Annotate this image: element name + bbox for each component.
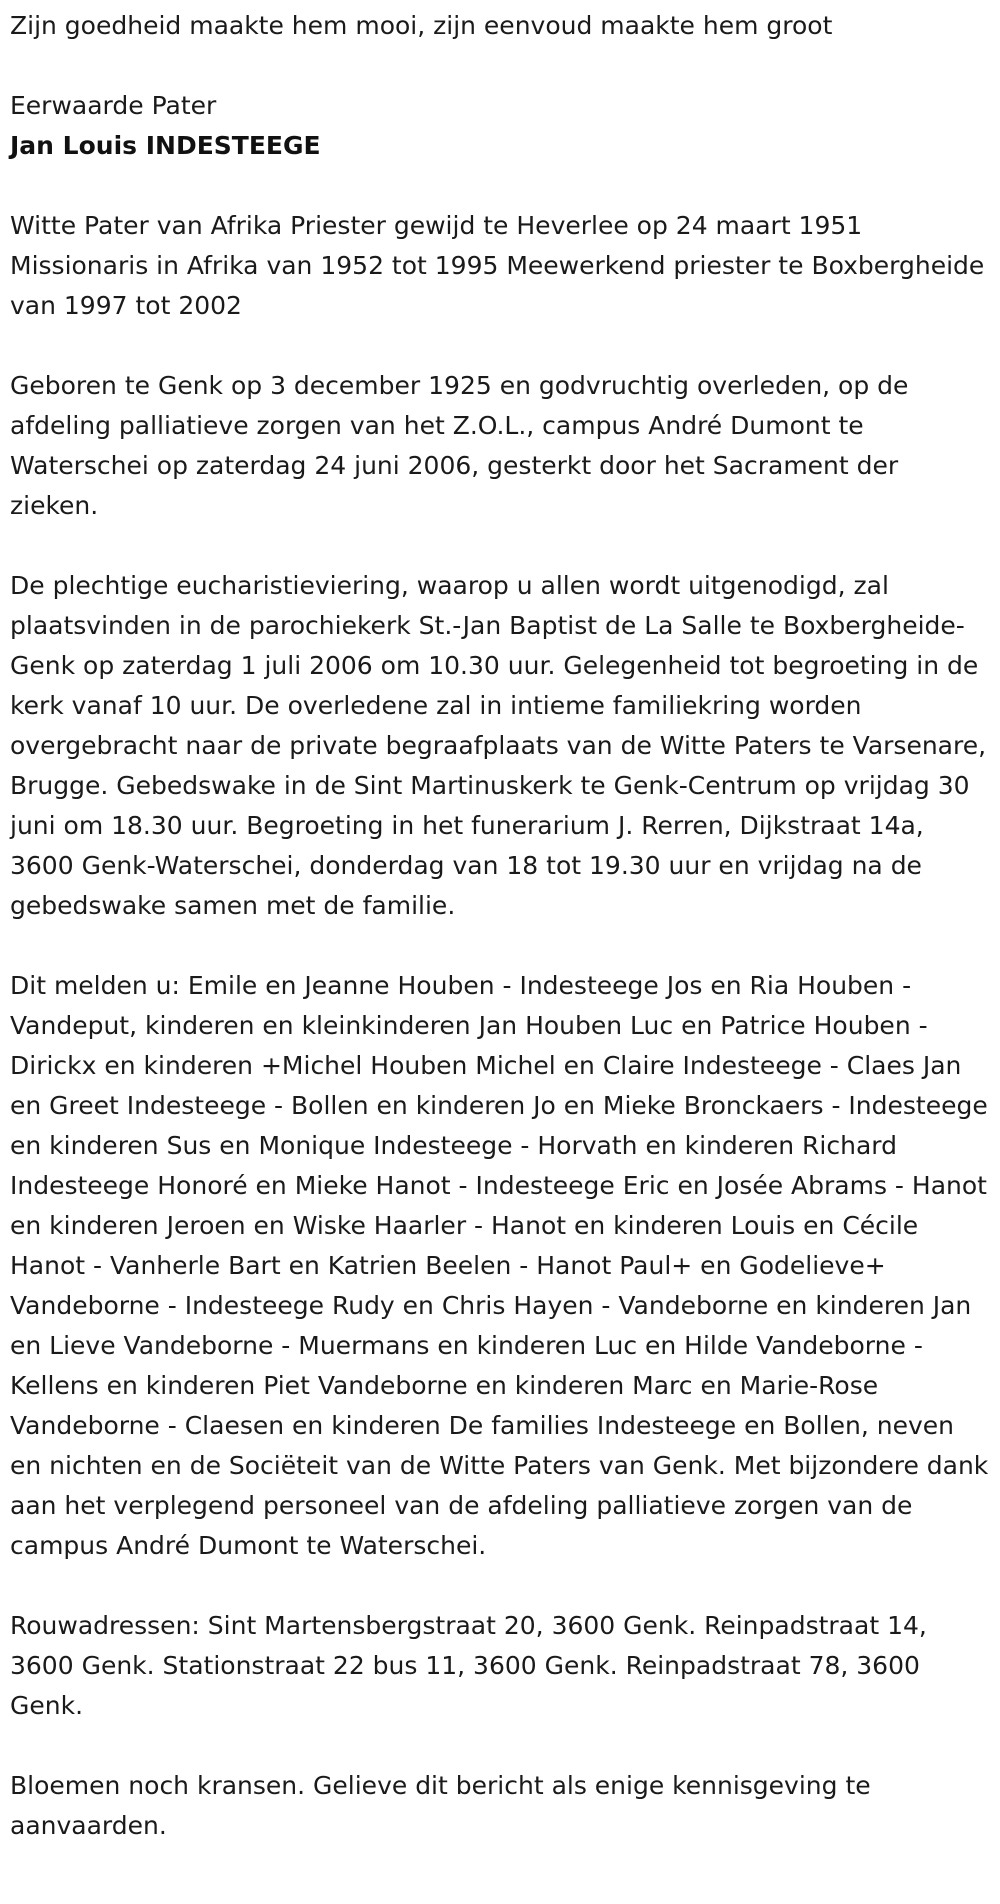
- ceremony-paragraph: De plechtige eucharistieviering, waarop u allen wordt uitgenodigd, zal plaatsvinden in de parochiekerk St.-Jan Baptist de La Salle te Boxbergheide-Genk op zaterdag 1 juli 2006 om 10.30 uur. Gelegenheid tot begroeting in de kerk vanaf 10 uur. De overledene zal in intieme familiekring worden overgebracht naar de private begraafplaats van de Witte Paters te Varsenare, Brugge. Gebedswake in de Sint Martinuskerk te Genk-Centrum op vrijdag 30 juni om 18.30 uur. Begroeting in het funerarium J. Rerren, Dijkstraat 14a, 3600 Genk-Waterschei, donderdag van 18 tot 19.30 uur en vrijdag na de gebedswake samen met de familie.: [10, 571, 987, 920]
- motto: Zijn goedheid maakte hem mooi, zijn eenvoud maakte hem groot: [10, 11, 833, 40]
- birth-death-paragraph: Geboren te Genk op 3 december 1925 en godvruchtig overleden, op de afdeling palliatieve zorgen van het Z.O.L., campus André Dumont te Waterschei op zaterdag 24 juni 2006, gesterkt door het Sacrament der zieken.: [10, 371, 909, 520]
- deceased-heading: [10, 86, 990, 166]
- closing-paragraph: Bloemen noch kransen. Gelieve dit bericht als enige kennisgeving te aanvaarden.: [10, 1771, 871, 1840]
- announcement-paragraph: Dit melden u: Emile en Jeanne Houben - Indesteege Jos en Ria Houben - Vandeput, kinderen en kleinkinderen Jan Houben Luc en Patrice Houben - Dirickx en kinderen +Michel Houben Michel en Claire Indesteege - Claes Jan en Greet Indesteege - Bollen en kinderen Jo en Mieke Bronckaers - Indesteege en kinderen Sus en Monique Indesteege - Horvath en kinderen Richard Indesteege Honoré en Mieke Hanot - Indesteege Eric en Josée Abrams - Hanot en kinderen Jeroen en Wiske Haarler - Hanot en kinderen Louis en Cécile Hanot - Vanherle Bart en Katrien Beelen - Hanot Paul+ en Godelieve+ Vandeborne - Indesteege Rudy en Chris Hayen - Vandeborne en kinderen Jan en Lieve Vandeborne - Muermans en kinderen Luc en Hilde Vandeborne - Kellens en kinderen Piet Vandeborne en kinderen Marc en Marie-Rose Vandeborne - Claesen en kinderen De families Indesteege en Bollen, neven en nichten en de Sociëteit van de Witte Paters van Genk. Met bijzondere dank aan het verplegend personeel van de afdeling palliatieve zorgen van de campus André Dumont te Waterschei.: [10, 971, 989, 1560]
- career-paragraph: Witte Pater van Afrika Priester gewijd te Heverlee op 24 maart 1951 Missionaris in Afrika van 1952 tot 1995 Meewerkend priester te Boxbergheide van 1997 tot 2002: [10, 211, 985, 320]
- deceased-name: Jan Louis INDESTEEGE: [10, 131, 321, 160]
- addresses-paragraph: Rouwadressen: Sint Martensbergstraat 20, 3600 Genk. Reinpadstraat 14, 3600 Genk. Stationstraat 22 bus 11, 3600 Genk. Reinpadstraat 78, 3600 Genk.: [10, 1611, 927, 1720]
- title: Eerwaarde Pater: [10, 91, 217, 120]
